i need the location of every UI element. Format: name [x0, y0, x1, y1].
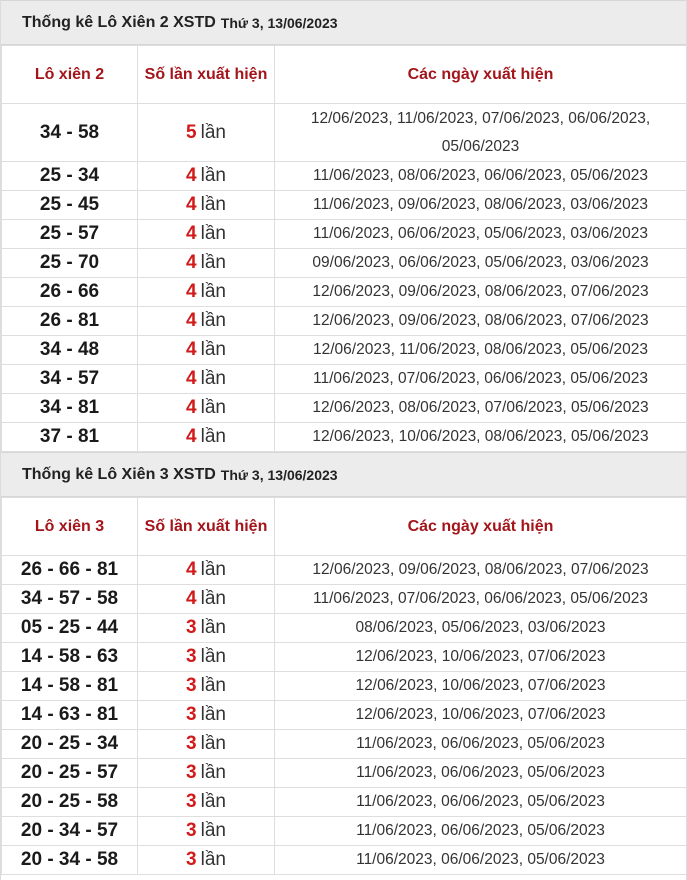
count-number: 4	[186, 223, 197, 244]
count-unit: lần	[200, 281, 226, 302]
xien3-header-dates: Các ngày xuất hiện	[275, 498, 687, 556]
table-row	[2, 249, 687, 278]
appearance-dates: 11/06/2023, 06/06/2023, 05/06/2023	[275, 846, 687, 875]
xien2-header-pair: Lô xiên 2	[2, 46, 138, 104]
lo-pair: 20 - 34 - 57	[2, 817, 138, 846]
count-number: 4	[186, 397, 197, 418]
lo-pair: 25 - 70	[2, 249, 138, 278]
appearance-count	[138, 817, 275, 846]
appearance-count	[138, 307, 275, 336]
count-number: 3	[186, 704, 197, 725]
count-number: 3	[186, 733, 197, 754]
xien2-table	[1, 45, 687, 452]
count-unit: lần	[200, 791, 226, 812]
appearance-dates: 11/06/2023, 06/06/2023, 05/06/2023	[275, 730, 687, 759]
xien2-header-count: Số lần xuất hiện	[138, 46, 275, 104]
appearance-count	[138, 701, 275, 730]
appearance-count	[138, 614, 275, 643]
count-unit: lần	[200, 339, 226, 360]
count-number: 4	[186, 368, 197, 389]
appearance-count	[138, 336, 275, 365]
lo-pair: 14 - 63 - 81	[2, 701, 138, 730]
lo-pair: 20 - 25 - 34	[2, 730, 138, 759]
count-unit: lần	[200, 588, 226, 609]
appearance-dates: 11/06/2023, 08/06/2023, 06/06/2023, 05/06/2023	[275, 162, 687, 191]
table-row	[2, 614, 687, 643]
count-number: 4	[186, 281, 197, 302]
count-number: 4	[186, 310, 197, 331]
appearance-count	[138, 423, 275, 452]
table-row	[2, 585, 687, 614]
appearance-dates: 11/06/2023, 07/06/2023, 06/06/2023, 05/06/2023	[275, 585, 687, 614]
lo-pair: 37 - 81	[2, 423, 138, 452]
appearance-dates: 12/06/2023, 10/06/2023, 07/06/2023	[275, 701, 687, 730]
appearance-count	[138, 191, 275, 220]
count-unit: lần	[200, 368, 226, 389]
xien2-body	[2, 104, 687, 452]
xien3-date: Thứ 3, 13/06/2023	[220, 466, 338, 483]
table-row	[2, 394, 687, 423]
count-number: 3	[186, 646, 197, 667]
table-row	[2, 220, 687, 249]
lo-pair: 26 - 81	[2, 307, 138, 336]
appearance-count	[138, 759, 275, 788]
appearance-count	[138, 394, 275, 423]
appearance-dates: 11/06/2023, 07/06/2023, 06/06/2023, 05/06/2023	[275, 365, 687, 394]
table-row	[2, 643, 687, 672]
appearance-count	[138, 249, 275, 278]
appearance-count	[138, 220, 275, 249]
table-row	[2, 672, 687, 701]
table-row	[2, 423, 687, 452]
table-row	[2, 336, 687, 365]
lo-pair: 14 - 58 - 81	[2, 672, 138, 701]
lo-pair: 34 - 58	[2, 104, 138, 162]
count-number: 5	[186, 121, 197, 143]
lo-pair: 34 - 81	[2, 394, 138, 423]
appearance-dates: 12/06/2023, 11/06/2023, 08/06/2023, 05/06/2023	[275, 336, 687, 365]
count-unit: lần	[200, 646, 226, 667]
table-row	[2, 846, 687, 875]
xien2-header-dates: Các ngày xuất hiện	[275, 46, 687, 104]
count-unit: lần	[200, 426, 226, 447]
count-unit: lần	[200, 559, 226, 580]
xien3-header-count: Số lần xuất hiện	[138, 498, 275, 556]
table-row	[2, 365, 687, 394]
appearance-dates: 12/06/2023, 08/06/2023, 07/06/2023, 05/06/2023	[275, 394, 687, 423]
appearance-count	[138, 672, 275, 701]
appearance-dates: 12/06/2023, 10/06/2023, 07/06/2023	[275, 672, 687, 701]
count-number: 3	[186, 820, 197, 841]
xien2-title: Thống kê Lô Xiên 2 XSTD	[22, 13, 216, 31]
appearance-dates: 11/06/2023, 06/06/2023, 05/06/2023, 03/06/2023	[275, 220, 687, 249]
count-number: 4	[186, 252, 197, 273]
appearance-count	[138, 788, 275, 817]
count-number: 3	[186, 849, 197, 870]
count-unit: lần	[200, 762, 226, 783]
lo-pair: 14 - 58 - 63	[2, 643, 138, 672]
count-number: 4	[186, 194, 197, 215]
count-unit: lần	[200, 252, 226, 273]
count-unit: lần	[200, 165, 226, 186]
lo-pair: 26 - 66	[2, 278, 138, 307]
appearance-dates: 12/06/2023, 11/06/2023, 07/06/2023, 06/06/2023, 05/06/2023	[275, 104, 687, 162]
xien2-date: Thứ 3, 13/06/2023	[220, 14, 338, 31]
appearance-dates: 12/06/2023, 09/06/2023, 08/06/2023, 07/06/2023	[275, 307, 687, 336]
table-row	[2, 788, 687, 817]
appearance-dates: 08/06/2023, 05/06/2023, 03/06/2023	[275, 614, 687, 643]
xien3-title: Thống kê Lô Xiên 3 XSTD	[22, 465, 216, 483]
xien3-table	[1, 497, 687, 875]
appearance-dates: 11/06/2023, 09/06/2023, 08/06/2023, 03/06/2023	[275, 191, 687, 220]
appearance-count	[138, 162, 275, 191]
count-number: 3	[186, 791, 197, 812]
appearance-dates: 12/06/2023, 10/06/2023, 07/06/2023	[275, 643, 687, 672]
lo-pair: 34 - 57	[2, 365, 138, 394]
table-row	[2, 278, 687, 307]
appearance-dates: 12/06/2023, 09/06/2023, 08/06/2023, 07/06/2023	[275, 556, 687, 585]
count-unit: lần	[200, 223, 226, 244]
lo-pair: 26 - 66 - 81	[2, 556, 138, 585]
xien3-body	[2, 556, 687, 875]
table-row	[2, 701, 687, 730]
appearance-count	[138, 365, 275, 394]
table-row	[2, 817, 687, 846]
appearance-count	[138, 643, 275, 672]
count-unit: lần	[200, 397, 226, 418]
count-number: 4	[186, 588, 197, 609]
count-unit: lần	[200, 617, 226, 638]
appearance-count	[138, 278, 275, 307]
appearance-count	[138, 846, 275, 875]
appearance-dates: 09/06/2023, 06/06/2023, 05/06/2023, 03/06/2023	[275, 249, 687, 278]
count-unit: lần	[200, 820, 226, 841]
table-row	[2, 307, 687, 336]
table-row	[2, 730, 687, 759]
lo-pair: 25 - 57	[2, 220, 138, 249]
appearance-count	[138, 585, 275, 614]
count-number: 4	[186, 165, 197, 186]
appearance-dates: 11/06/2023, 06/06/2023, 05/06/2023	[275, 817, 687, 846]
appearance-dates: 11/06/2023, 06/06/2023, 05/06/2023	[275, 788, 687, 817]
count-unit: lần	[200, 310, 226, 331]
lo-pair: 05 - 25 - 44	[2, 614, 138, 643]
count-number: 4	[186, 339, 197, 360]
table-row	[2, 104, 687, 162]
xien3-header-pair: Lô xiên 3	[2, 498, 138, 556]
count-unit: lần	[200, 849, 226, 870]
appearance-count	[138, 730, 275, 759]
xien3-header-row	[2, 498, 687, 556]
appearance-dates: 11/06/2023, 06/06/2023, 05/06/2023	[275, 759, 687, 788]
lo-pair: 34 - 57 - 58	[2, 585, 138, 614]
table-row	[2, 162, 687, 191]
table-row	[2, 759, 687, 788]
count-unit: lần	[200, 733, 226, 754]
table-row	[2, 191, 687, 220]
count-number: 3	[186, 617, 197, 638]
appearance-dates: 12/06/2023, 10/06/2023, 08/06/2023, 05/06/2023	[275, 423, 687, 452]
lo-pair: 25 - 45	[2, 191, 138, 220]
count-unit: lần	[200, 194, 226, 215]
table-row	[2, 556, 687, 585]
lo-pair: 20 - 34 - 58	[2, 846, 138, 875]
appearance-count	[138, 556, 275, 585]
xien2-section-title	[1, 0, 686, 45]
count-unit: lần	[200, 704, 226, 725]
count-number: 3	[186, 675, 197, 696]
count-unit: lần	[200, 121, 226, 143]
lo-pair: 20 - 25 - 58	[2, 788, 138, 817]
appearance-dates: 12/06/2023, 09/06/2023, 08/06/2023, 07/06/2023	[275, 278, 687, 307]
lo-pair: 20 - 25 - 57	[2, 759, 138, 788]
lo-pair: 34 - 48	[2, 336, 138, 365]
count-number: 4	[186, 426, 197, 447]
lo-pair: 25 - 34	[2, 162, 138, 191]
xien2-header-row	[2, 46, 687, 104]
xien3-section-title	[1, 452, 686, 497]
count-number: 3	[186, 762, 197, 783]
appearance-count	[138, 104, 275, 162]
count-unit: lần	[200, 675, 226, 696]
count-number: 4	[186, 559, 197, 580]
